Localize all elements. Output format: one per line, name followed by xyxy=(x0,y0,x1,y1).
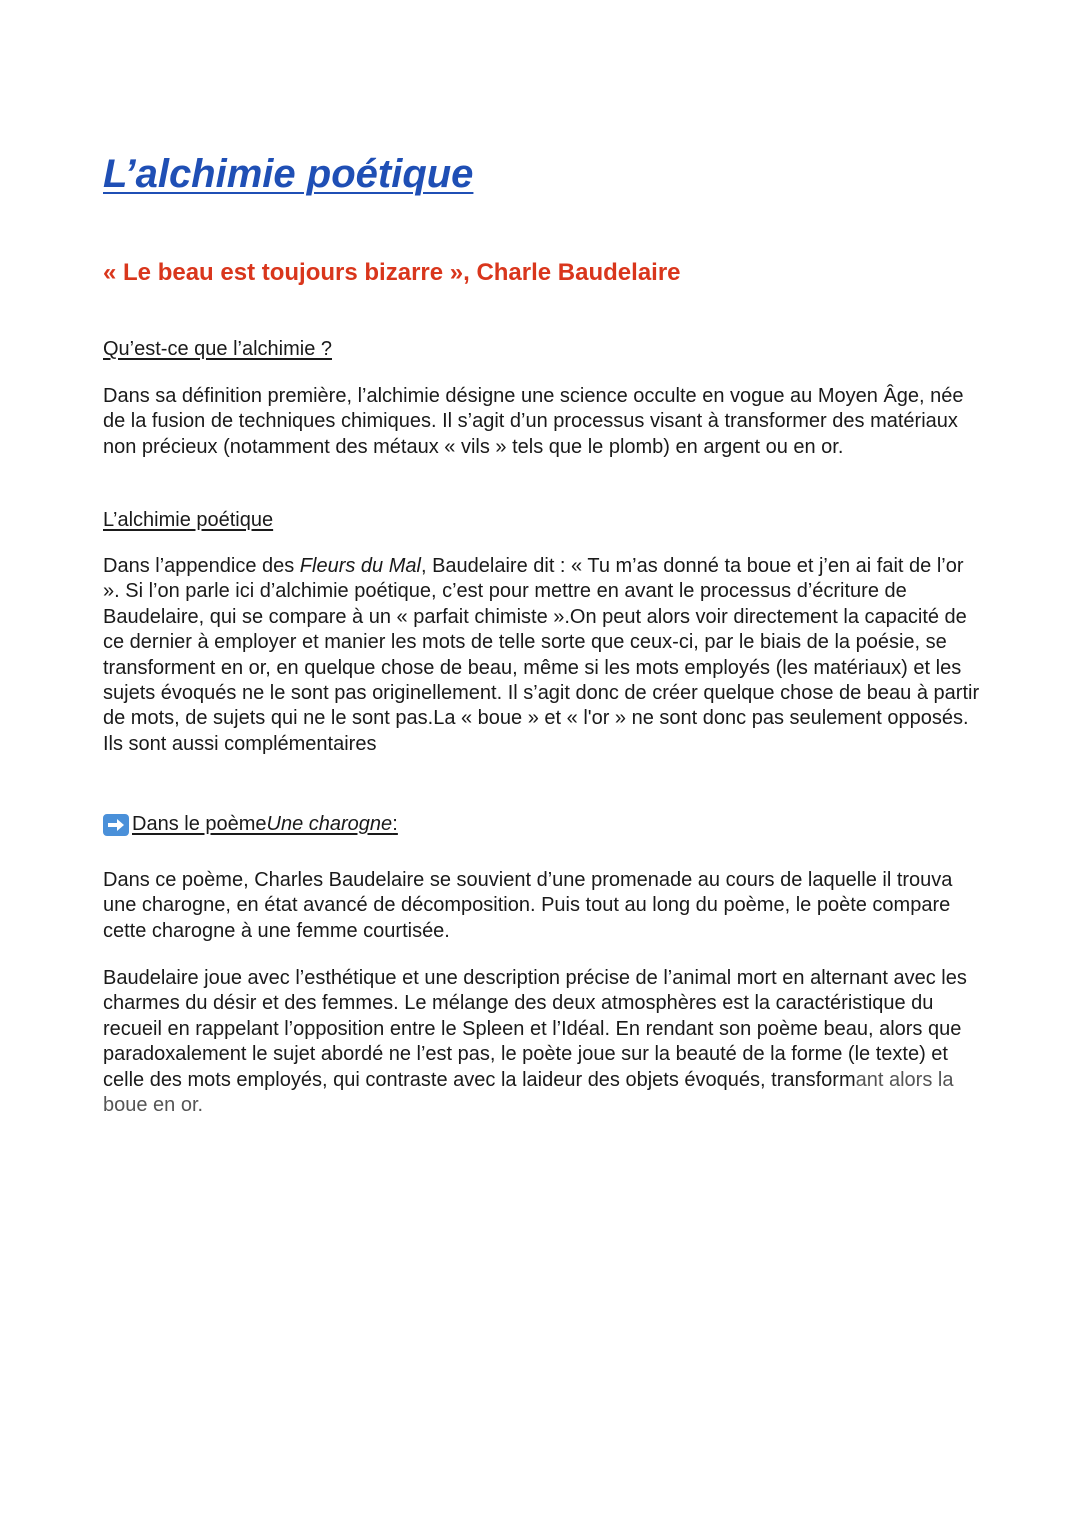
work-title-fleurs-du-mal: Fleurs du Mal xyxy=(299,555,421,577)
paragraph-intro-text: Dans l’appendice des xyxy=(103,555,300,577)
section-heading-alchimie-definition: Qu’est-ce que l’alchimie ? xyxy=(103,338,332,360)
paragraph-alchimie-poetique xyxy=(103,554,983,757)
section-heading-alchimie-poetique: L’alchimie poétique xyxy=(103,509,274,531)
work-title-une-charogne: Une charogne xyxy=(266,813,393,835)
paragraph-rest-text: , Baudelaire dit : « Tu m’as donné ta boue et j’en ai fait de l’or ». Si l’on parle ici d’alchimie poétique, c’est pour mettre en avant le processus d’écriture de Baudelaire, qui se compare à un « parfait chimiste ».On peut alors voir directement la capacité de ce dernier à employer et manier les mots de telle sorte que ceux-ci, par le biais de la poésie, se transforment en or, en quelque chose de beau, même si les mots employés (les matériaux) et les sujets évoqués ne le sont pas originellement. Il s’agit donc de créer quelque chose de beau à partir de mots, de sujets qui ne le sont pas.La « boue » et « l'or » ne sont donc pas seulement opposés. Ils sont aussi complémentaires xyxy=(103,555,980,755)
heading-suffix-text: : xyxy=(392,813,398,835)
paragraph-alchimie-definition: Dans sa définition première, l’alchimie désigne une science occulte en vogue au Moyen Âge, née de la fusion de techniques chimiques. Il s’agit d’un processus visant à transformer des matériaux non précieux (notamment des métaux « vils » tels que le plomb) en argent ou en or. xyxy=(103,385,964,458)
paragraph-une-charogne-analysis xyxy=(103,966,983,1118)
section-heading-une-charogne xyxy=(103,813,398,836)
paragraph-une-charogne-intro: Dans ce poème, Charles Baudelaire se souvient d’une promenade au cours de laquelle il trouva une charogne, en état avancé de décomposition. Puis tout au long du poème, le poète compare cette charogne à une femme courtisée. xyxy=(103,869,953,942)
heading-prefix-text: Dans le poème xyxy=(132,813,267,835)
document-subtitle: « Le beau est toujours bizarre », Charle Baudelaire xyxy=(103,259,681,286)
document-title: L’alchimie poétique xyxy=(103,152,474,196)
right-arrow-icon xyxy=(103,814,129,836)
paragraph-analysis-faded-text: ant alors la boue en or. xyxy=(103,1068,954,1117)
paragraph-analysis-main-text: Baudelaire joue avec l’esthétique et une description précise de l’animal mort en alternant avec les charmes du désir et des femmes. Le mélange des deux atmosphères est la caractéristique du recueil en rappelant l’opposition entre le Spleen et l’Idéal. En rendant son poème beau, alors que paradoxalement le sujet abordé ne l’est pas, le poète joue sur la beauté de la forme (le texte) et celle des mots employés, qui contraste avec la laideur des objets évoqués, transform xyxy=(103,967,967,1091)
